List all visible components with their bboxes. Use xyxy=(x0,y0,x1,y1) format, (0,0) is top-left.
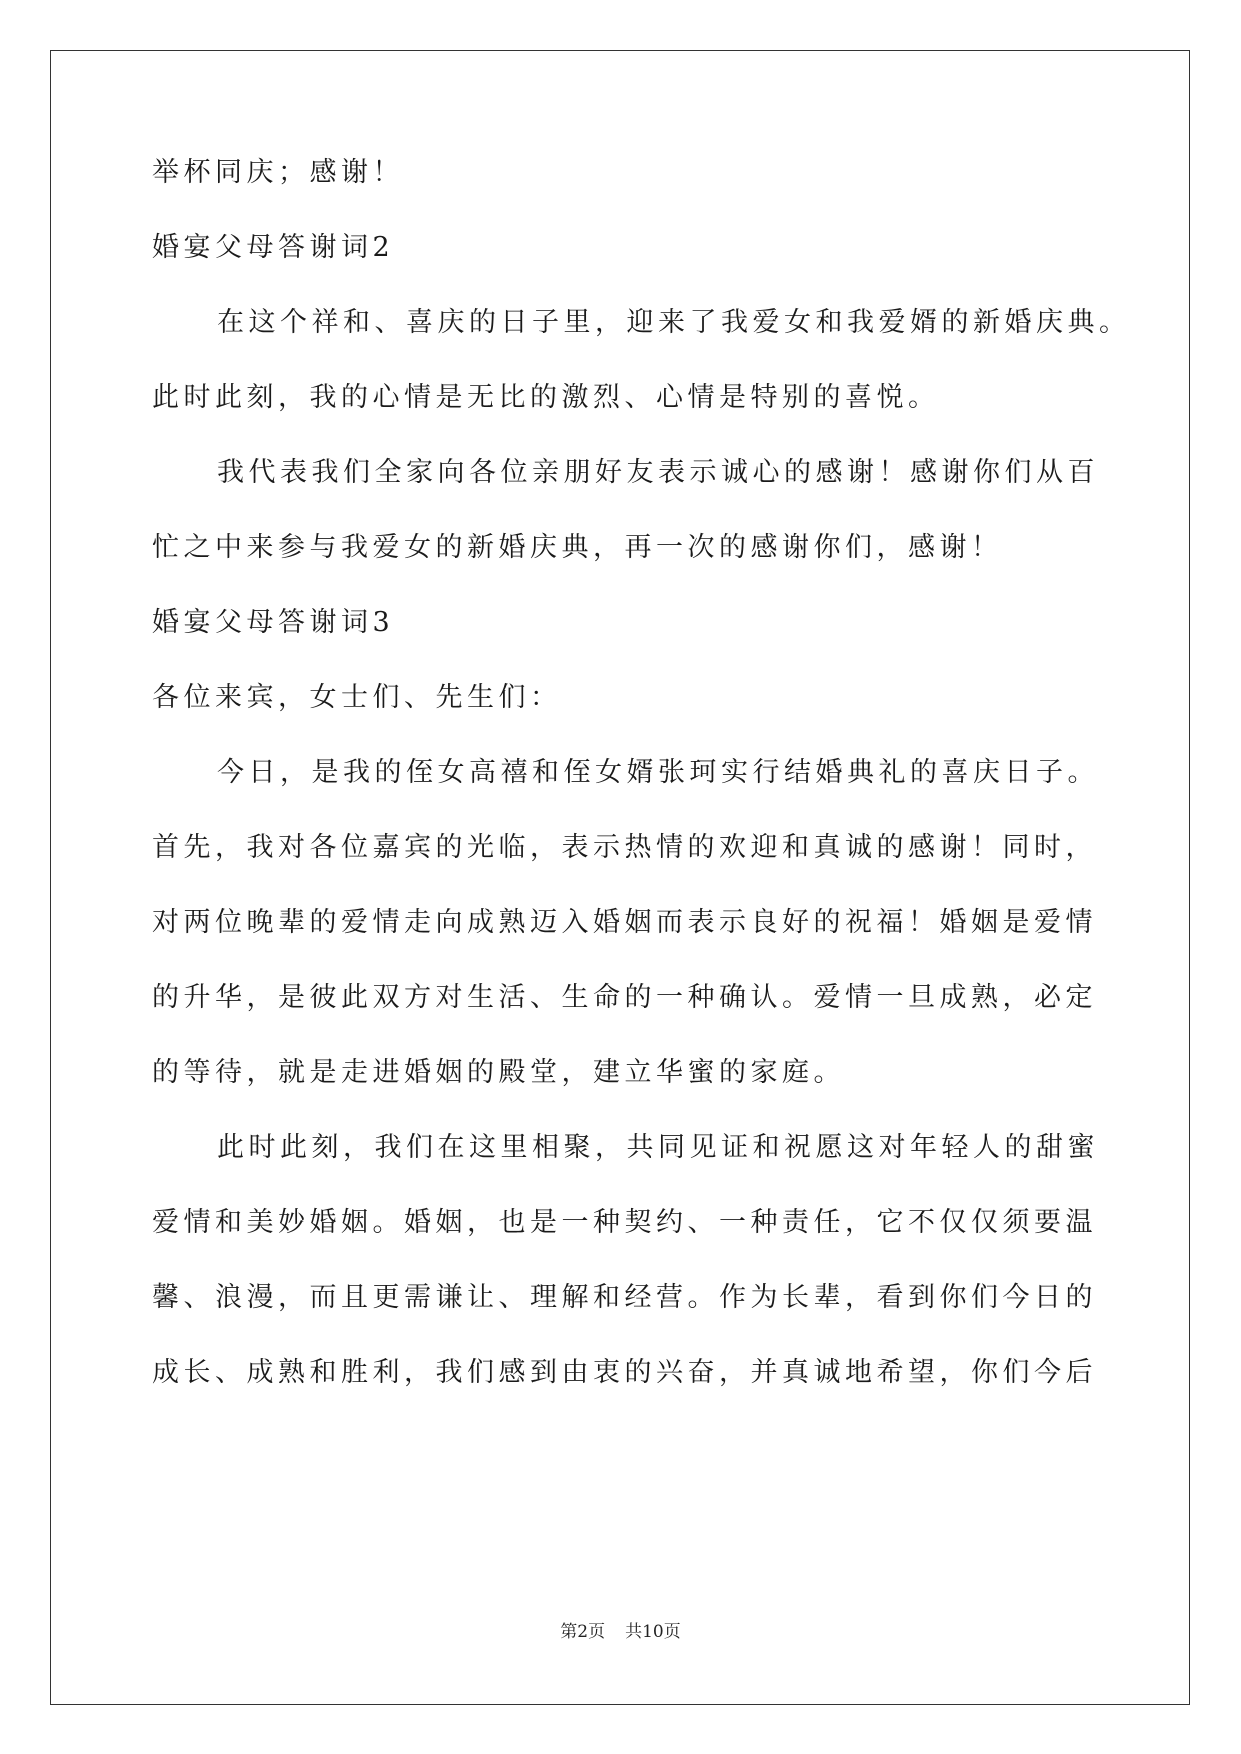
salutation: 各位来宾，女士们、先生们： xyxy=(152,682,562,713)
paragraph-line: 首先，我对各位嘉宾的光临，表示热情的欢迎和真诚的感谢！同时， xyxy=(152,832,1097,863)
section-heading: 婚宴父母答谢词2 xyxy=(152,232,395,263)
paragraph-line: 成长、成熟和胜利，我们感到由衷的兴奋，并真诚地希望，你们今后 xyxy=(152,1357,1097,1388)
paragraph-line: 对两位晚辈的爱情走向成熟迈入婚姻而表示良好的祝福！婚姻是爱情 xyxy=(152,907,1097,938)
paragraph-line: 今日，是我的侄女高禧和侄女婿张珂实行结婚典礼的喜庆日子。 xyxy=(217,757,1099,788)
paragraph-line: 馨、浪漫，而且更需谦让、理解和经营。作为长辈，看到你们今日的 xyxy=(152,1282,1097,1313)
page-border xyxy=(50,50,1190,1705)
paragraph-line: 此时此刻，我的心情是无比的激烈、心情是特别的喜悦。 xyxy=(152,382,940,413)
text-line: 举杯同庆；感谢！ xyxy=(152,157,404,188)
page-footer xyxy=(0,1621,1241,1643)
paragraph-line: 忙之中来参与我爱女的新婚庆典，再一次的感谢你们，感谢！ xyxy=(152,532,1003,563)
paragraph-line: 我代表我们全家向各位亲朋好友表示诚心的感谢！感谢你们从百 xyxy=(217,457,1099,488)
paragraph-line: 爱情和美妙婚姻。婚姻，也是一种契约、一种责任，它不仅仅须要温 xyxy=(152,1207,1097,1238)
paragraph-line: 此时此刻，我们在这里相聚，共同见证和祝愿这对年轻人的甜蜜 xyxy=(217,1132,1099,1163)
paragraph-line: 的升华，是彼此双方对生活、生命的一种确认。爱情一旦成熟，必定 xyxy=(152,982,1097,1013)
paragraph-line: 的等待，就是走进婚姻的殿堂，建立华蜜的家庭。 xyxy=(152,1057,845,1088)
paragraph-line: 在这个祥和、喜庆的日子里，迎来了我爱女和我爱婿的新婚庆典。 xyxy=(217,307,1131,338)
section-heading: 婚宴父母答谢词3 xyxy=(152,607,395,638)
page-number-current: 第2页 xyxy=(560,1622,606,1642)
page-number-total: 共10页 xyxy=(625,1622,681,1642)
